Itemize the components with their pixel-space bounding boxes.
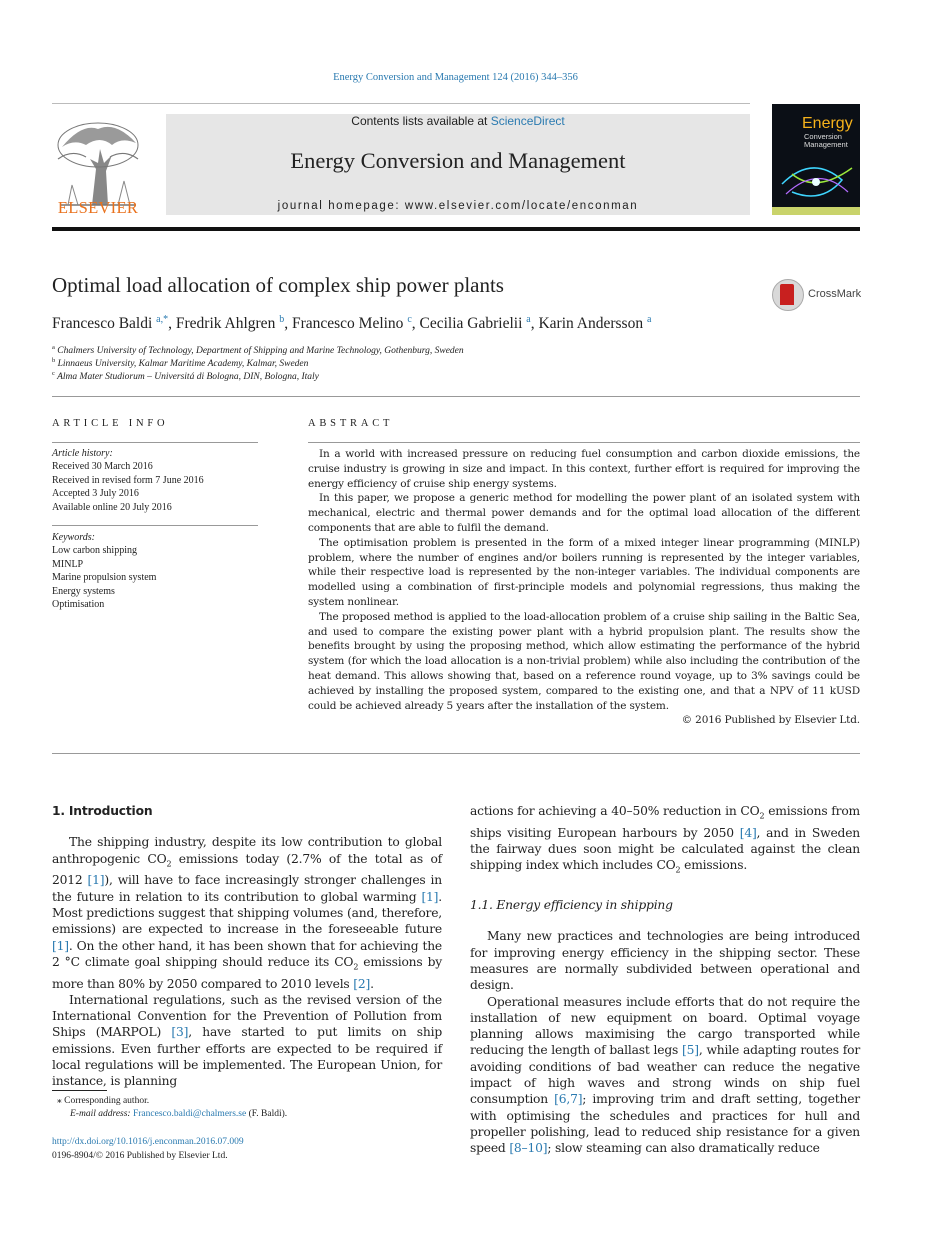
keyword: Marine propulsion system (52, 572, 157, 584)
article-info-top-rule (52, 396, 860, 397)
doi-link[interactable]: http://dx.doi.org/10.1016/j.enconman.2016.07.009 (52, 1137, 244, 1147)
cover-title: Energy (802, 115, 853, 132)
keyword: Low carbon shipping (52, 545, 137, 557)
history-item: Received 30 March 2016 (52, 461, 153, 473)
author-affil-sup[interactable]: b (279, 314, 285, 325)
body-paragraph: International regulations, such as the revised version of the International Convention for the Prevention of Pollution from Ships (MARPOL) [3], have started to put limits on ship emissions. Even further efforts are expected to be required if local regulations will be implemented. The European Union, for instance, is planning (52, 992, 443, 1089)
affiliation-sup: c (52, 370, 55, 377)
abstract-paragraph: The proposed method is applied to the load-allocation problem of a cruise ship sailing in the Baltic Sea, and used to compare the existing power plant with a hybrid propulsion plant. The results show the benefits brought by using the proposing method, which allow estimating the performance of the hybrid system (for which the load allocation is a non-trivial problem) while also including the contribution of the heat demand. This allows showing that, based on a reference round voyage, up to 3% savings could be achieved by installing the proposed system, compared to the existing one, and that a NPV of 11 kUSD could be achieved already 5 years after the installation of the system. (308, 610, 860, 712)
affiliation-text: Linnaeus University, Kalmar Maritime Academy, Kalmar, Sweden (57, 359, 309, 370)
body-paragraph: Operational measures include efforts that do not require the installation of new equipment on board. Optimal voyage planning allows maximising the cargo transported while reducing the length of ballast legs [5], while adapting routes for avoiding conditions of bad weather can reduce the negative impact of high waves and strong winds on ship fuel consumption [6,7]; improving trim and draft setting, together with optimising the schedules and practices for hull and propeller polishing, lead to reduced ship resistance for a given speed [8–10]; slow steaming can also dramatically reduce (470, 994, 861, 1156)
author-name[interactable]: Karin Andersson (538, 315, 644, 333)
body-column-left (52, 803, 442, 1090)
author-name[interactable]: Francesco Baldi (52, 315, 153, 333)
contents-line (166, 114, 750, 128)
cover-strip (772, 207, 860, 215)
author-name[interactable]: Fredrik Ahlgren (175, 315, 276, 333)
author-affil-sup[interactable]: a,* (156, 314, 169, 325)
affiliation (52, 370, 319, 382)
abstract-paragraph: The optimisation problem is presented in the form of a mixed integer linear programming (MINLP) problem, where the number of engines and/or boilers running is represented by the integer variables, while their respective load is represented by the non-integer variables. The individual components are modelled using a combination of first-principle models and polynomial regressions, thus making the system nonlinear. (308, 536, 860, 608)
citation-link[interactable]: [1] (421, 889, 439, 904)
abstract-paragraph: In a world with increased pressure on reducing fuel consumption and carbon dioxide emissions, the cruise industry is growing in size and impact. In this context, further effort is required for improving the energy efficiency of cruise ship energy systems. (308, 448, 860, 490)
subsection-heading: 1.1. Energy efficiency in shipping (470, 898, 673, 913)
citation-link[interactable]: [3] (171, 1025, 189, 1040)
keywords (52, 531, 258, 611)
journal-masthead (166, 114, 750, 215)
corresponding-author-note: ⁎ Corresponding author. (57, 1096, 150, 1106)
abstract-copyright: © 2016 Published by Elsevier Ltd. (681, 714, 860, 727)
article-title: Optimal load allocation of complex ship power plants (52, 273, 504, 297)
header-thick-rule (52, 227, 860, 231)
crossmark-icon (772, 279, 804, 311)
author-name[interactable]: Cecilia Gabrielii (419, 315, 523, 333)
article-info-heading: ARTICLE INFO (52, 418, 169, 429)
affiliation-sup: b (52, 357, 56, 364)
citation-link[interactable]: [5] (682, 1043, 699, 1058)
article-history (52, 447, 258, 514)
abstract-heading: ABSTRACT (308, 418, 394, 429)
history-label: Article history: (52, 448, 113, 459)
keywords-label: Keywords: (52, 532, 95, 543)
email-suffix: (F. Baldi). (246, 1109, 288, 1119)
email-note (70, 1109, 287, 1119)
abstract-bottom-rule (52, 753, 860, 754)
author-affil-sup[interactable]: a (526, 314, 531, 325)
history-item: Received in revised form 7 June 2016 (52, 474, 204, 486)
citation-link[interactable]: [8–10] (509, 1141, 548, 1156)
issn-line: 0196-8904/© 2016 Published by Elsevier Ltd. (52, 1151, 228, 1161)
citation-link[interactable]: [1] (87, 873, 105, 888)
abstract-paragraph: In this paper, we propose a generic method for modelling the power plant of an isolated system with mechanical, electric and thermal power demands and for the optimal load allocation of the different components that are able to fulfil the demand. (308, 492, 860, 534)
affiliation (52, 357, 308, 369)
body-paragraph: The shipping industry, despite its low contribution to global anthropogenic $CO_2$ emissions today (2.7% of the total as of 2012 [1]), will have to face increasingly stronger challenges in the future in relation to its contribution to global warming [1]. Most predictions suggest that shipping volumes (and, therefore, emissions) are expected to increase in the foreseeable future [1]. On the other hand, it has been shown that for achieving the 2 °C climate goal shipping should reduce its $CO_2$ emissions by more than 80% by 2050 compared to 2010 levels [2]. (52, 835, 442, 991)
cover-sub-2: Management (804, 140, 848, 149)
contents-prefix: Contents lists available at (351, 114, 491, 128)
history-item: Available online 20 July 2016 (52, 501, 172, 513)
affiliation-text: Alma Mater Studiorum – Universitá di Bologna, DIN, Bologna, Italy (57, 372, 319, 383)
author-affil-sup[interactable]: a (646, 314, 652, 325)
crossmark-label: CrossMark (808, 288, 862, 300)
cover-sub-1: Conversion (804, 132, 842, 141)
affiliation-text: Chalmers University of Technology, Department of Shipping and Marine Technology, Gothenburg, Sweden (57, 346, 464, 357)
journal-title: Energy Conversion and Management (290, 148, 626, 173)
elsevier-wordmark: ELSEVIER (57, 198, 139, 217)
email-link[interactable]: Francesco.baldi@chalmers.se (132, 1109, 247, 1119)
keyword: Energy systems (52, 585, 115, 597)
citation-link[interactable]: [2] (353, 976, 371, 991)
journal-reference[interactable]: Energy Conversion and Management 124 (2016) 344–356 (333, 72, 578, 83)
crossmark-badge[interactable] (772, 279, 860, 311)
footnote-rule (52, 1090, 107, 1091)
affiliation (52, 344, 464, 356)
header-rule (52, 103, 750, 104)
keywords-rule (52, 525, 258, 526)
article-info-rule (52, 442, 258, 443)
citation-link[interactable]: [1] (52, 938, 69, 953)
cover-artwork (772, 144, 860, 206)
citation-link[interactable]: [6,7] (554, 1092, 583, 1107)
body-paragraph: Many new practices and technologies are being introduced for improving energy efficiency in the shipping sector. These measures are normally subdivided between operational and design. (470, 929, 860, 993)
sciencedirect-link[interactable]: ScienceDirect (490, 114, 565, 128)
abstract-body (308, 447, 860, 728)
citation-link[interactable]: [4] (739, 825, 757, 840)
history-item: Accepted 3 July 2016 (52, 488, 139, 500)
journal-homepage[interactable]: journal homepage: www.elsevier.com/locate/enconman (277, 200, 639, 212)
keyword: Optimisation (52, 599, 105, 611)
body-paragraph: actions for achieving a 40–50% reduction in $CO_2$ emissions from ships visiting European harbours by 2050 [4], and in Sweden the fairway dues soon might be calculated against the clean shipping index which includes $CO_2$ emissions. (470, 804, 861, 875)
author-affil-sup[interactable]: c (407, 314, 412, 325)
journal-cover-image (772, 104, 860, 215)
body-column-right (470, 803, 860, 1157)
author-list: Francesco Baldi $^{a,*}$, Fredrik Ahlgren $^b$, Francesco Melino $^c$, Cecilia Gabrielii $^a$, Karin Andersson $^a$ (52, 314, 652, 333)
keyword: MINLP (52, 558, 84, 570)
abstract-rule (308, 442, 860, 443)
email-label: E-mail address: (70, 1109, 133, 1119)
section-heading: 1. Introduction (52, 804, 153, 818)
affiliation-sup: a (52, 344, 55, 351)
author-name[interactable]: Francesco Melino (291, 315, 404, 333)
